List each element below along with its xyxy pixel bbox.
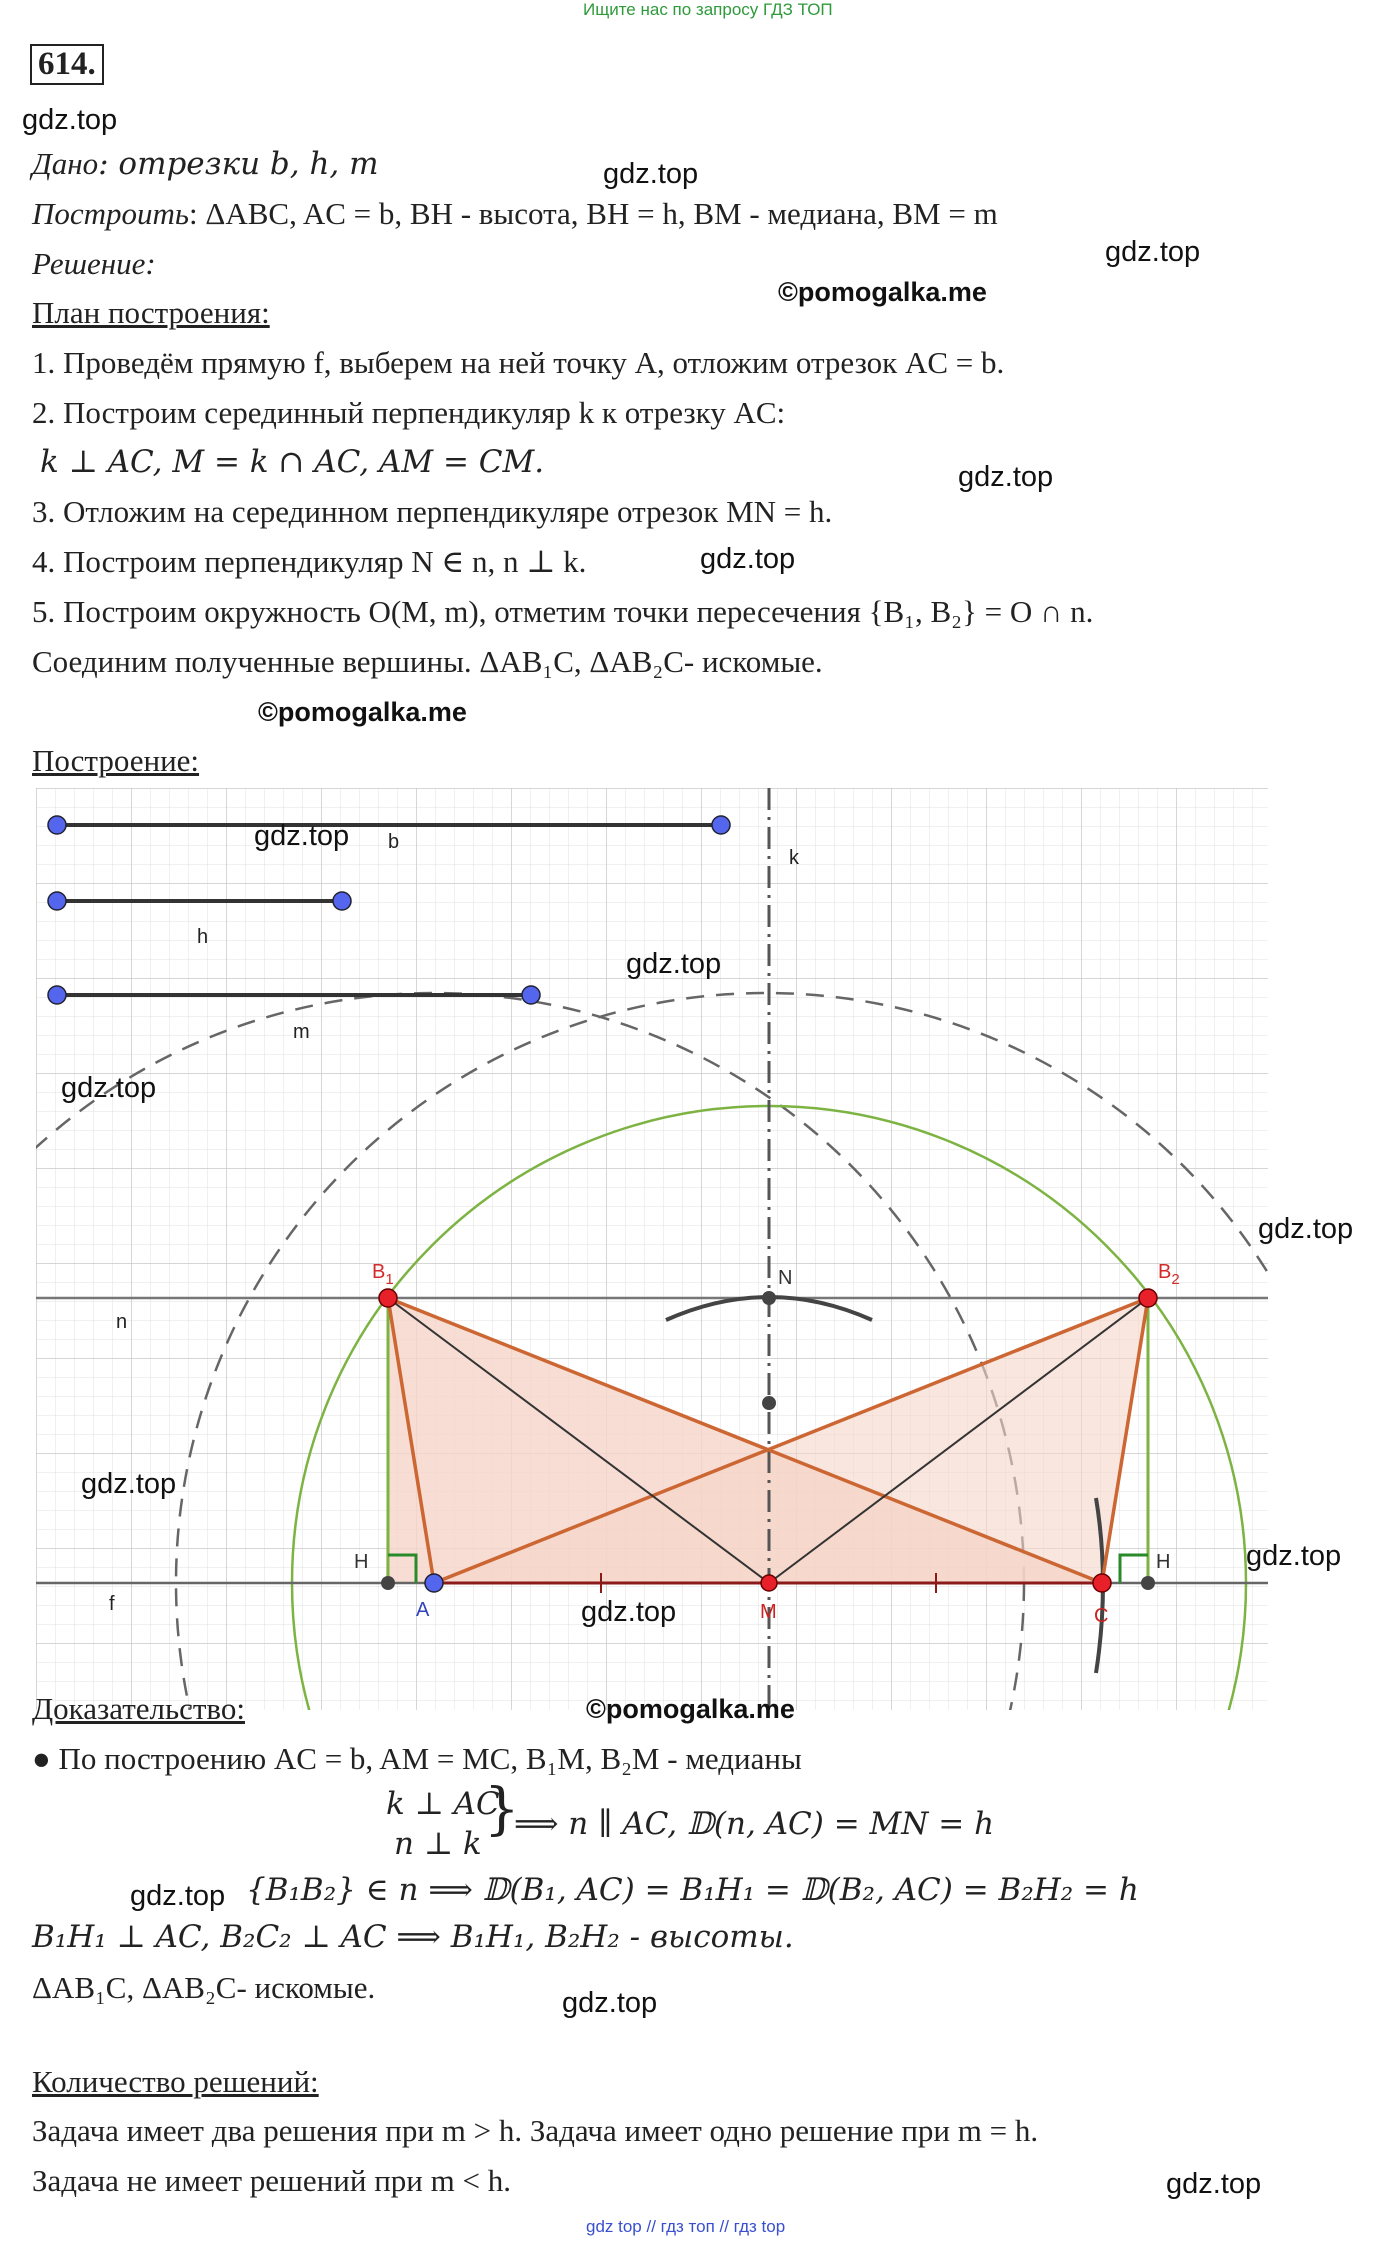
watermark: gdz.top <box>958 461 1054 493</box>
brace: } <box>484 1777 520 1842</box>
watermark: gdz.top <box>1258 1213 1354 1245</box>
given-line <box>32 148 379 180</box>
count-line: Задача имеет два решения при m > h. Задача имеет одно решение при m = h. <box>32 2113 1039 2148</box>
construct-text: : ΔABC, AC = b, BH - высота, BH = h, BM - медиана, BM = m <box>189 196 998 231</box>
plan-step: 3. Отложим на серединном перпендикуляре отрезок MN = h. <box>32 494 833 529</box>
construct-label: Построить <box>32 196 190 231</box>
solution-label: Решение: <box>32 246 156 281</box>
construct-line <box>32 198 998 229</box>
watermark: gdz.top <box>22 104 118 136</box>
label-h1: H <box>354 1551 369 1573</box>
segment-endpoint <box>522 986 540 1004</box>
plan-step: 4. Построим перпендикуляр N ∈ n, n ⊥ k. <box>32 544 587 579</box>
segment-endpoint <box>333 892 351 910</box>
point-n <box>762 1291 776 1305</box>
watermark: gdz.top <box>626 948 722 980</box>
given-label: Дано <box>32 146 99 181</box>
point-m <box>761 1575 777 1591</box>
proof-line: ΔAB₁C, ΔAB₂C- искомые. <box>32 1970 376 2005</box>
proof-premise: k ⊥ AC <box>386 1786 500 1822</box>
line-label-n: n <box>116 1311 128 1333</box>
point-intersection <box>762 1396 776 1410</box>
point-a <box>425 1574 443 1592</box>
watermark: gdz.top <box>1105 236 1201 268</box>
segment-endpoint <box>48 986 66 1004</box>
top-banner[interactable]: Ищите нас по запросу ГДЗ ТОП <box>583 0 833 19</box>
watermark: gdz.top <box>700 543 796 575</box>
construction-title: Построение: <box>32 743 200 778</box>
footer-links[interactable]: gdz top // гдз топ // гдз top <box>586 2217 786 2236</box>
plan-step: 1. Проведём прямую f, выберем на ней точку A, отложим отрезок AC = b. <box>32 345 1005 380</box>
watermark: gdz.top <box>130 1880 226 1912</box>
copyright-mark: ©pomogalka.me <box>258 697 467 727</box>
watermark: gdz.top <box>603 158 699 190</box>
count-title: Количество решений: <box>32 2064 319 2099</box>
label-h2: H <box>1156 1551 1171 1573</box>
watermark: gdz.top <box>61 1072 157 1104</box>
proof-line: {B₁B₂} ∈ n ⟹ 𝔻(B₁, AC) = B₁H₁ = 𝔻(B₂, AC) = B₂H₂ = h <box>246 1872 1139 1908</box>
watermark: gdz.top <box>562 1987 658 2019</box>
label-n: N <box>778 1267 793 1289</box>
label-c: C <box>1094 1605 1109 1627</box>
label-subscript: 2 <box>1171 1271 1180 1288</box>
copyright-mark: ©pomogalka.me <box>586 1694 795 1724</box>
proof-line: ● По построению AC = b, AM = MC, B₁M, B₂M - медианы <box>32 1741 802 1776</box>
segment-label-h: h <box>197 926 209 948</box>
watermark: gdz.top <box>581 1596 677 1628</box>
proof-title: Доказательство: <box>32 1691 245 1726</box>
point-h1 <box>381 1576 395 1590</box>
plan-step: 5. Построим окружность O(M, m), отметим точки пересечения {B₁, B₂} = O ∩ n. <box>32 594 1094 629</box>
proof-line: B₁H₁ ⊥ AC, B₂C₂ ⊥ AC ⟹ B₁H₁, B₂H₂ - высоты. <box>32 1919 794 1955</box>
segment-label-b: b <box>388 831 400 853</box>
watermark: gdz.top <box>1166 2168 1262 2200</box>
plan-step: Соединим полученные вершины. ΔAB₁C, ΔAB₂C- искомые. <box>32 644 823 679</box>
line-label-f: f <box>109 1593 115 1615</box>
label-subscript: 1 <box>385 1271 394 1288</box>
point-b2 <box>1139 1289 1157 1307</box>
construction-figure <box>36 788 1268 1710</box>
watermark: gdz.top <box>1246 1540 1342 1572</box>
label-m: M <box>760 1601 777 1623</box>
watermark: gdz.top <box>254 820 350 852</box>
plan-step: k ⊥ AC, M = k ∩ AC, AM = CM. <box>40 444 545 480</box>
segment-endpoint <box>48 892 66 910</box>
given-text: : отрезки b, h, m <box>98 146 379 182</box>
label-b2-letter: B <box>1158 1261 1172 1283</box>
segment-label-m: m <box>293 1021 310 1043</box>
problem-number: 614. <box>30 44 104 85</box>
plan-title: План построения: <box>32 295 270 330</box>
segment-endpoint <box>48 816 66 834</box>
proof-premise: n ⊥ k <box>394 1826 482 1862</box>
label-b1-letter: B <box>372 1261 386 1283</box>
watermark: gdz.top <box>81 1468 177 1500</box>
line-label-k: k <box>789 847 799 869</box>
point-h2 <box>1141 1576 1155 1590</box>
point-c <box>1093 1574 1111 1592</box>
count-line: Задача не имеет решений при m < h. <box>32 2163 511 2198</box>
plan-step: 2. Построим серединный перпендикуляр k к отрезку AC: <box>32 395 786 430</box>
label-a: A <box>416 1599 430 1621</box>
point-b1 <box>379 1289 397 1307</box>
copyright-mark: ©pomogalka.me <box>778 277 987 307</box>
proof-conclusion: ⟹ n ∥ AC, 𝔻(n, AC) = MN = h <box>514 1806 995 1842</box>
segment-endpoint <box>712 816 730 834</box>
